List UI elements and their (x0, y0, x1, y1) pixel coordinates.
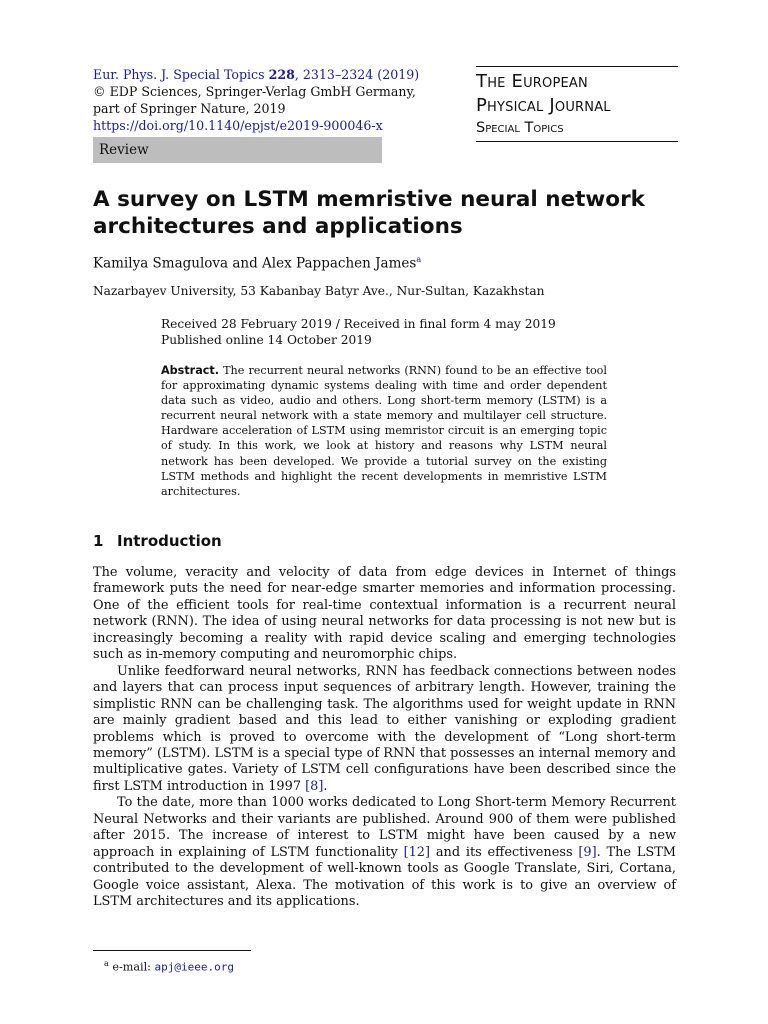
paragraph-3: To the date, more than 1000 works dedicated to Long Short-term Memory Recurrent Neural Networks and their variants are published. Around 900 of them were published after 2015. The increase of interest to LSTM might have been caused by a new approach in explaining of LSTM functionality [12] and its effectiveness [9]. The LSTM contributed to the development of well-known tools as Google Translate, Siri, Cortana, Google voice assistant, Alexa. The motivation of this work is to give an overview of LSTM architectures and its applications. (93, 795, 677, 910)
paragraph-2: Unlike feedforward neural networks, RNN has feedback connections between nodes and layers that can process input sequences of arbitrary length. However, training the simplistic RNN can be challenging task. The algorithms used for weight update in RNN are mainly gradient based and this lead to either vanishing or exploding gradient problems which is proved to overcome with the development of “Long short-term memory” (LSTM). LSTM is a special type of RNN that possesses an internal memory and multiplicative gates. Variety of LSTM cell configurations have been described since the first LSTM introduction in 1997 [8]. (93, 663, 676, 794)
footnote-label: e-mail: (108, 960, 155, 974)
publisher-line: © EDP Sciences, Springer-Verlag GmbH Germany, (93, 84, 416, 99)
section-title: Introduction (117, 532, 222, 550)
abstract (161, 363, 607, 499)
email-link[interactable]: apj@ieee.org (154, 960, 234, 974)
citation-link[interactable]: [9] (578, 844, 597, 860)
part-of-line: part of Springer Nature, 2019 (93, 101, 286, 116)
brand-line-1: The European (476, 71, 588, 92)
journal-citation-link[interactable]: Eur. Phys. J. Special Topics 228, 2313–2324 (2019) (93, 67, 420, 82)
citation-link[interactable]: [12] (403, 844, 431, 860)
journal-info (93, 66, 438, 134)
section-heading (93, 531, 222, 551)
doi-link[interactable]: https://doi.org/10.1140/epjst/e2019-900046-x (93, 118, 383, 133)
article-dates (161, 316, 556, 348)
author-footnote-mark[interactable]: a (416, 255, 422, 265)
received-date: Received 28 February 2019 / Received in final form 4 may 2019 (161, 317, 556, 331)
abstract-text: The recurrent neural networks (RNN) found to be an effective tool for approximating dynamic systems dealing with time and order dependent data such as video, audio and others. Long short-term memory (LSTM) is a recurrent neural network with a state memory and multilayer cell structure. Hardware acceleration of LSTM using memristor circuit is an emerging topic of study. In this work, we look at history and reasons why LSTM neural network has been developed. We provide a tutorial survey on the existing LSTM methods and highlight the recent developments in memristive LSTM architectures. (161, 364, 607, 498)
journal-brand (476, 66, 678, 142)
citation-link[interactable]: [8] (305, 778, 324, 794)
brand-line-3: Special Topics (476, 120, 564, 136)
footnote-mark: a (104, 959, 109, 968)
footnote (104, 956, 234, 975)
author-list (93, 251, 421, 273)
abstract-label: Abstract. (161, 364, 219, 377)
footnote-rule (93, 950, 251, 951)
section-number: 1 (93, 532, 104, 550)
citation-line (93, 66, 438, 83)
published-date: Published online 14 October 2019 (161, 333, 372, 347)
article-type-banner: Review (93, 137, 382, 163)
section-body (93, 565, 676, 911)
brand-line-2: Physical Journal (476, 95, 611, 116)
paper-title: A survey on LSTM memristive neural network architectures and applications (93, 187, 645, 239)
paragraph-1: The volume, veracity and velocity of data from edge devices in Internet of things framework puts the need for near-edge smarter memories and information processing. One of the efficient tools for real-time contextual information is a recurrent neural network (RNN). The idea of using neural networks for data processing is not new but is increasingly becoming a reality with rapid device scaling and emerging technologies such as in-memory computing and neuromorphic chips. (93, 565, 676, 663)
affiliation: Nazarbayev University, 53 Kabanbay Batyr Ave., Nur-Sultan, Kazakhstan (93, 284, 545, 298)
author-names: Kamilya Smagulova and Alex Pappachen James (93, 255, 417, 272)
